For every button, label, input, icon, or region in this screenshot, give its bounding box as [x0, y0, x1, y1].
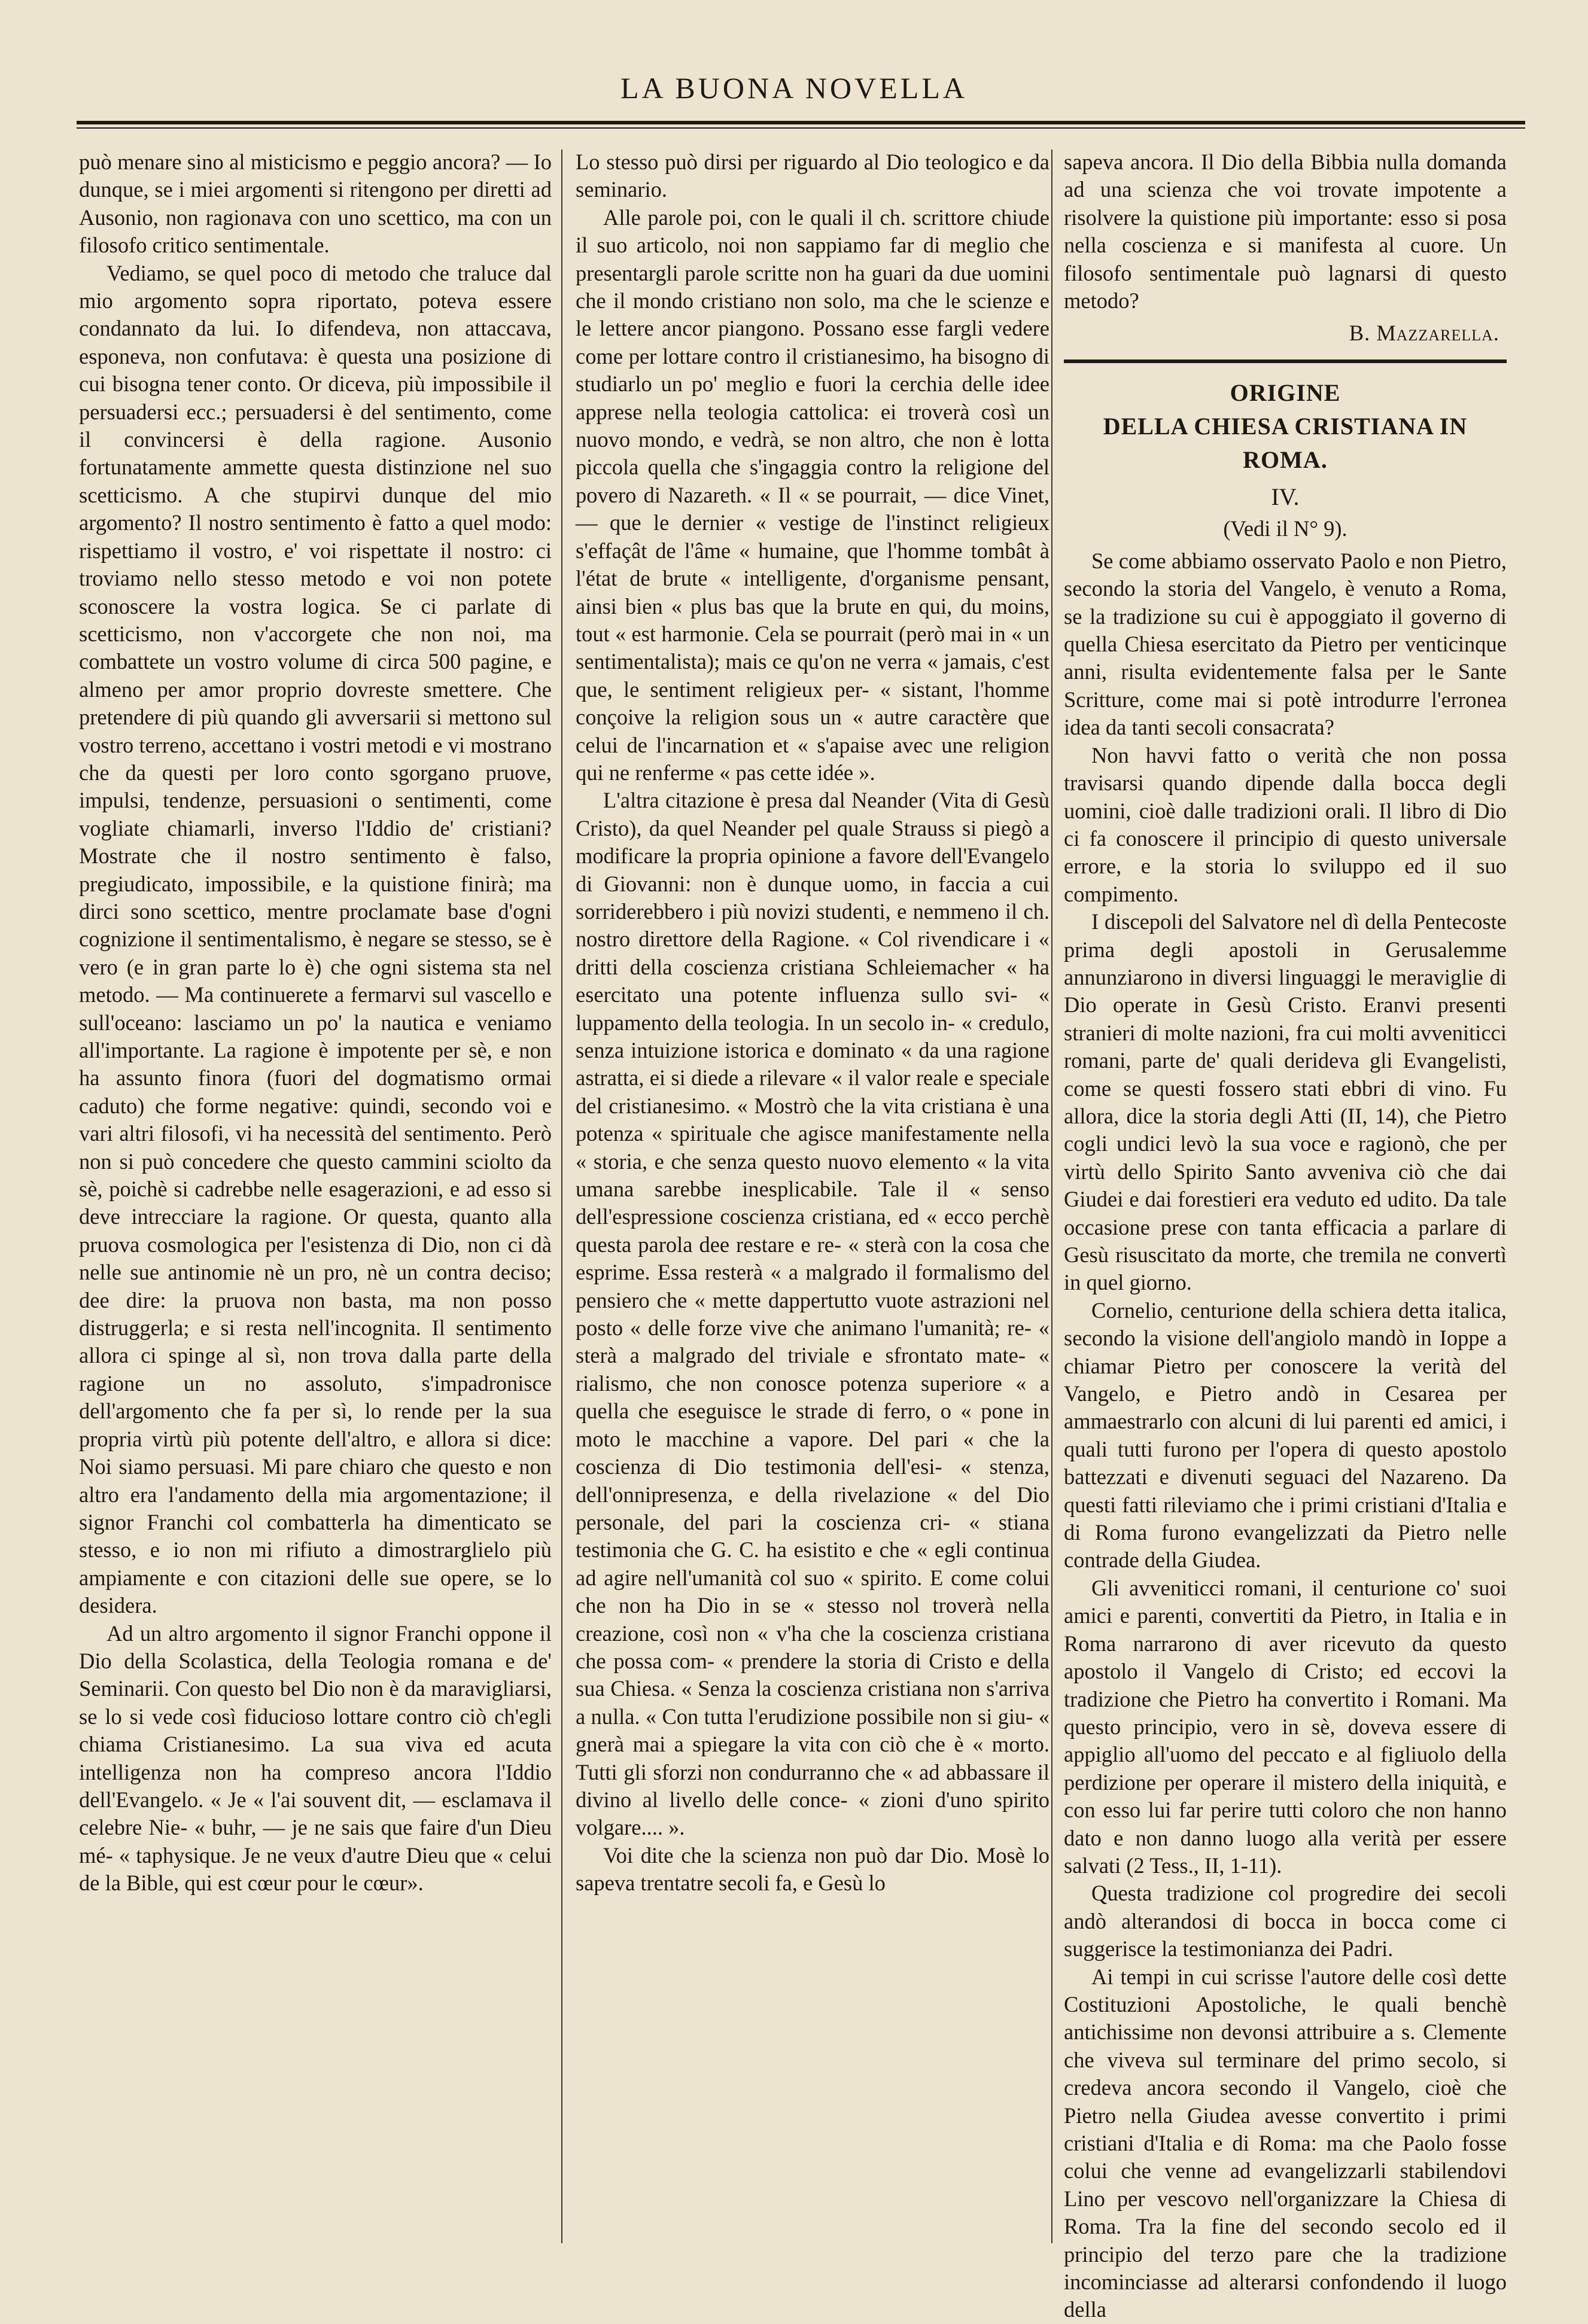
article-title: ORIGINE [1230, 379, 1341, 406]
column-divider [561, 150, 562, 2243]
paragraph: Ai tempi in cui scrisse l'autore delle così dette Costituzioni Apostoliche, le quali benchè antichissime non devonsi attribuire a s. Clemente che viveva sul terminare del primo secolo, si credeva ancora secondo il Vangelo, cioè che Pietro nella Giudea avesse convertito i primi cristiani d'Italia e di Roma: ma che Paolo fosse colui che venne ad evangelizzarli stabilendovi Lino per vescovo nell'organizzare la Chiesa di Roma. Tra la fine del secondo secolo ed il principio del terzo pare che la tradizione incominciasse ad alterarsi confondendo il luogo della [1064, 1964, 1507, 2322]
paragraph: Cornelio, centurione della schiera detta italica, secondo la visione dell'angiolo mandò in Ioppe a chiamar Pietro per conoscere la verità del Vangelo, e Pietro andò in Cesarea per ammaestrarlo con alcuni di lui parenti ed amici, i quali tutti furono per l'opera di questo apostolo battezzati e divenuti seguaci del Nazareno. Da questi fatti rileviamo che i primi cristiani d'Italia e di Roma furono evangelizzati da Pietro nelle contrade della Giudea. [1064, 1297, 1507, 1573]
paragraph: Se come abbiamo osservato Paolo e non Pietro, secondo la storia del Vangelo, è venuto a Roma, se la tradizione su cui è appoggiato il governo di quella Chiesa esercitato da Pietro per venticinque anni, risulta evidentemente falsa per le Sante Scritture, come mai si potè introdurre l'erronea idea da tanti secoli consacrata? [1064, 548, 1507, 740]
paragraph: Questa tradizione col progredire dei secoli andò alterandosi di bocca in bocca come ci suggerisce la testimonianza dei Padri. [1064, 1881, 1507, 1961]
paragraph: Lo stesso può dirsi per riguardo al Dio teologico e da seminario. [576, 150, 1049, 202]
article-title: DELLA CHIESA CRISTIANA IN ROMA. [1103, 412, 1468, 473]
column-1 [79, 148, 552, 2242]
paragraph: Voi dite che la scienza non può dar Dio. Mosè lo sapeva trentatre secoli fa, e Gesù lo [576, 1842, 1049, 1896]
section-rule [1064, 360, 1507, 363]
paragraph: L'altra citazione è presa dal Neander (Vita di Gesù Cristo), da quel Neander pel quale Strauss si piegò a modificare la propria opinione a favore dell'Evangelo di Giovanni: non è dunque uomo, in faccia a cui sorriderebbero i più novizi studenti, e nemmeno il ch. nostro direttore della Ragione. « Col rivendicare i « dritti della coscienza cristiana Schleiemacher « ha esercitato una potente influenza sullo svi- « luppamento della teologia. In un secolo in- « credulo, senza intuizione istorica e dominato « da una ragione astratta, ei si diede a rilevare « il valor reale e speciale del cristianesimo. « Mostrò che la vita cristiana è una potenza « spirituale che agisce manifestamente nella « storia, e che senza questo nuovo elemento « la vita umana sarebbe inesplicabile. Tale il « senso dell'espressione coscienza cristiana, ed « ecco perchè questa parola dee restare e re- « sterà con la cosa che esprime. Essa resterà « a malgrado il formalismo del pensiero che « mette dappertutto vuote astrazioni nel posto « delle forze vive che animano l'umanità; re- « sterà a malgrado del triviale e sfrontato mate- « rialismo, che non conosce potenza superiore « a quella che eseguisce le strade di ferro, o « pone in moto le macchine a vapore. Del pari « che la coscienza di Dio testimonia dell'esi- « stenza, dell'onnipresenza, e della rivelazione « del Dio personale, del pari la coscienza cri- « stiana testimonia che G. C. ha esistito e che « egli continua ad agire nell'umanità col suo « spirito. E come colui che non ha Dio in se « stesso nol troverà nella creazione, così non « v'ha che la coscienza cristiana che possa com- « prendere la storia di Cristo e della sua Chiesa. « Senza la coscienza cristiana non s'arriva a nulla. « Con tutta l'erudizione possibile non si giu- « gnerà mai a spiegare la vita con ciò che è « morto. Tutti gli sforzi non condurranno che « ad abbassare il divino al livello delle conce- « zioni d'uno spirito volgare.... ». [576, 788, 1049, 1840]
paragraph: Alle parole poi, con le quali il ch. scrittore chiude il suo articolo, noi non sappiamo far di meglio che presentargli parole scritte non ha guari da due uomini che il mondo cristiano non solo, ma che le scienze e le lettere ancor piangono. Possano esse fargli vedere come per lottare contro il cristianesimo, ha bisogno di studiarlo un po' meglio e fuori la cerchia delle idee apprese nella teologia cattolica: ei troverà così un nuovo mondo, e vedrà, se non altro, che non è lotta piccola quella che s'ingaggia contro la religione del povero di Nazareth. « Il « se pourrait, — dice Vinet, — que le dernier « vestige de l'instinct religieux s'effaçât de l'âme « humaine, que l'homme tombât à l'état de brute « intelligente, d'organisme pensant, ainsi bien « plus bas que la brute en qui, du moins, tout « est harmonie. Cela se pourrait (però mai in « un sentimentalista); mais ce qu'on ne verra « jamais, c'est que, le sentiment religieux per- « sistant, l'homme conçoive la religion sous un « autre caractère que celui de l'incarnation et « s'apaise avec une religion qui ne renferme « pas cette idée ». [576, 205, 1049, 785]
paragraph: Non havvi fatto o verità che non possa travisarsi quando dipende dalla bocca degli uomini, cioè dalle tradizioni orali. Il libro di Dio ci fa conoscere il principio di questo universale errore, e la storia lo sviluppo ed il suo compimento. [1064, 742, 1507, 906]
paragraph: sapeva ancora. Il Dio della Bibbia nulla domanda ad una scienza che voi trovate impotente a risolvere la quistione più importante: esso si posa nella coscienza e si manifesta al cuore. Un filosofo sentimentale può lagnarsi di questo metodo? [1064, 150, 1507, 313]
header-rule-thick [77, 121, 1525, 124]
paragraph: Ad un altro argomento il signor Franchi oppone il Dio della Scolastica, della Teologia romana e de' Seminarii. Con questo bel Dio non è da maravigliarsi, se lo si vede così fiducioso lottare contro ciò ch'egli chiama Cristianesimo. La sua viva ed acuta intelligenza non ha compreso ancora l'Iddio dell'Evangelo. « Je « l'ai souvent dit, — esclamava il celebre Nie- « buhr, — je ne sais que faire d'un Dieu mé- « taphysique. Je ne veux d'autre Dieu que « celui de la Bible, qui est cœur pour le cœur». [79, 1621, 552, 1896]
header-rule-thin [77, 127, 1525, 129]
column-3 [1064, 148, 1507, 2322]
paragraph: può menare sino al misticismo e peggio ancora? — Io dunque, se i miei argomenti si ritengono per diretti ad Ausonio, non ragionava con uno scettico, ma con un filosofo critico sentimentale. [79, 150, 552, 258]
paragraph: Vediamo, se quel poco di metodo che traluce dal mio argomento sopra riportato, poteva essere condannato da lui. Io difendeva, non attaccava, esponeva, non confutava: è questa una posizione di cui bisogna tener conto. Or diceva, più impossibile il persuadersi ecc.; persuadersi è del sentimento, come il convincersi è della ragione. Ausonio fortunatamente ammette questa distinzione nel suo scetticismo. A che stupirvi dunque del mio argomento? Il nostro sentimento è fatto a quel modo: rispettiamo il vostro, e' voi rispettate il nostro: ci troviamo nello stesso metodo e voi non potete sconoscere la vostra logica. Se ci parlate di scetticismo, non v'accorgete che non noi, ma combattete un vostro volume di circa 500 pagine, e almeno per amor proprio dovreste smettere. Che pretendere di più quando gli avversarii si mettono sul vostro terreno, accettano i vostri metodi e vi mostrano che da questi per loro conto sgorgano pruove, impulsi, tendenze, persuasioni o sentimenti, come vogliate chiamarli, inverso l'Iddio de' cristiani? Mostrate che il nostro sentimento è falso, pregiudicato, impossibile, e la quistione finirà; ma dirci sono scettico, mentre proclamate base d'ogni cognizione il sentimentalismo, è negare se stesso, se è vero (e in gran parte lo è) che ogni sistema sta nel metodo. — Ma continuerete a fermarvi sul vascello e sull'oceano: lasciamo un po' la nautica e veniamo all'importante. La ragione è impotente per sè, e non ha assunto finora (fuori del dogmatismo ormai caduto) che forme negative: quindi, secondo voi e vari altri filosofi, vi ha necessità del sentimento. Però non si può concedere che questo cammini sciolto da sè, poichè si cadrebbe nelle esagerazioni, e ad esso si deve intrecciare la ragione. Or questa, quanto alla pruova cosmologica per l'esistenza di Dio, non ci dà nelle sue antinomie nè un pro, nè un contra deciso; dee dire: la pruova non basta, ma non posso distruggerla; e si resta nell'incognita. Il sentimento allora ci spinge al sì, non trova dalla parte della ragione un no assoluto, s'impadronisce dell'argomento che fa per sì, lo rende per la sua propria virtù più potente dell'altro, e allora si dice: Noi siamo persuasi. Mi pare chiaro che questo e non altro era l'andamento della mia argomentazione; il signor Franchi col combatterla ha dimenticato se stesso, e io non mi rifiuto a dimostrarglielo più ampiamente e con citazioni delle sue opere, se lo desidera. [79, 260, 552, 1618]
author-signature: B. Mazzarella. [1349, 321, 1499, 346]
article-part-number: IV. [1271, 483, 1300, 510]
column-divider [1051, 150, 1052, 2243]
masthead: LA BUONA NOVELLA [620, 71, 968, 105]
column-2 [576, 148, 1049, 2242]
paragraph: Gli avveniticci romani, il centurione co' suoi amici e parenti, convertiti da Pietro, in Italia e in Roma narrarono di aver ricevuto da questo apostolo il Vangelo di Cristo; ed eccovi la tradizione che Pietro ha convertito i Romani. Ma questo principio, vero in sè, doveva essere di appiglio all'uomo del peccato e al figliuolo della perdizione per operare il mistero della iniquità, e con esso lui far perire tutti coloro che non hanno dato e non danno luogo alla verità per essere salvati (2 Tess., II, 1-11). [1064, 1575, 1507, 1878]
article-reference: (Vedi il N° 9). [1223, 516, 1347, 541]
paragraph: I discepoli del Salvatore nel dì della Pentecoste prima degli apostoli in Gerusalemme annunziarono in diversi linguaggi le meraviglie di Dio operate in Gesù Cristo. Eranvi presenti stranieri di molte nazioni, fra cui molti avveniticci romani, parte de' quali derideva gli Evangelisti, come se questi fossero stati ebbri di vino. Fu allora, dice la storia degli Atti (II, 14), che Pietro cogli undici levò la sua voce e ragionò, che per virtù dello Spirito Santo avveniva ciò che dai Giudei e dai forestieri era veduto ed udito. Da tale occasione prese con tanta efficacia a parlare di Gesù risuscitato da morte, che tremila ne convertì in quel giorno. [1064, 909, 1507, 1295]
